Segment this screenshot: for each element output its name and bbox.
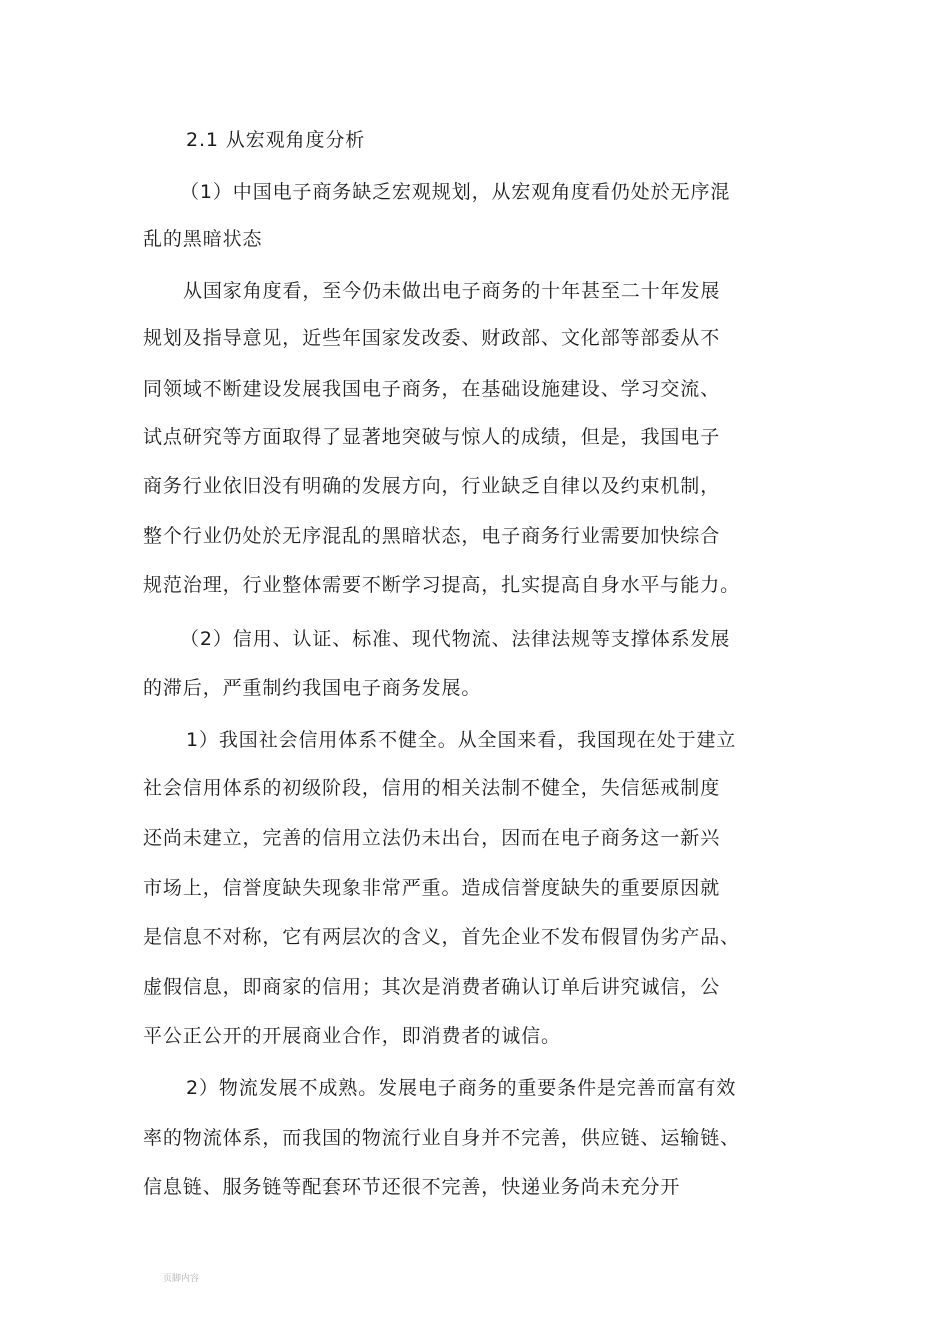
paragraph-line: 同领域不断建设发展我国电子商务，在基础设施建设、学习交流、 <box>143 378 721 400</box>
page-footer: 页脚内容 <box>163 1274 200 1284</box>
paragraph-line: 平公正公开的开展商业合作，即消费者的诚信。 <box>143 1025 561 1047</box>
paragraph-line: 整个行业仍处於无序混乱的黑暗状态，电子商务行业需要加快综合 <box>143 525 721 547</box>
paragraph-line: 2）物流发展不成熟。发展电子商务的重要条件是完善而富有效 <box>186 1077 737 1099</box>
subheading-line-1: （2）信用、认证、标准、现代物流、法律法规等支撑体系发展 <box>180 628 731 650</box>
paragraph-line: 市场上，信誉度缺失现象非常严重。造成信誉度缺失的重要原因就 <box>143 877 721 899</box>
paragraph-line: 还尚未建立，完善的信用立法仍未出台，因而在电子商务这一新兴 <box>143 827 721 849</box>
paragraph-line: 信息链、服务链等配套环节还很不完善，快递业务尚未充分开 <box>143 1176 681 1198</box>
paragraph-line: 商务行业依旧没有明确的发展方向，行业缺乏自律以及约束机制， <box>143 475 721 497</box>
paragraph-line: 规范治理，行业整体需要不断学习提高，扎实提高自身水平与能力。 <box>143 574 741 596</box>
paragraph-line: 率的物流体系，而我国的物流行业自身并不完善，供应链、运输链、 <box>143 1127 741 1149</box>
paragraph-line: 1）我国社会信用体系不健全。从全国来看，我国现在处于建立 <box>186 729 737 751</box>
subheading-line-1: （1）中国电子商务缺乏宏观规划，从宏观角度看仍处於无序混 <box>180 181 731 203</box>
subheading-line-2: 的滞后，严重制约我国电子商务发展。 <box>143 677 482 699</box>
paragraph-line: 社会信用体系的初级阶段，信用的相关法制不健全，失信惩戒制度 <box>143 777 721 799</box>
paragraph-line: 是信息不对称，它有两层次的含义，首先企业不发布假冒伪劣产品、 <box>143 926 741 948</box>
section-heading: 2.1 从宏观角度分析 <box>186 129 366 151</box>
paragraph-line: 虚假信息，即商家的信用；其次是消费者确认订单后讲究诚信，公 <box>143 976 721 998</box>
subheading-line-2: 乱的黑暗状态 <box>143 228 263 250</box>
paragraph-line: 规划及指导意见，近些年国家发改委、财政部、文化部等部委从不 <box>143 327 721 349</box>
paragraph-line: 试点研究等方面取得了显著地突破与惊人的成绩，但是，我国电子 <box>143 426 721 448</box>
paragraph-line: 从国家角度看，至今仍未做出电子商务的十年甚至二十年发展 <box>183 280 721 302</box>
